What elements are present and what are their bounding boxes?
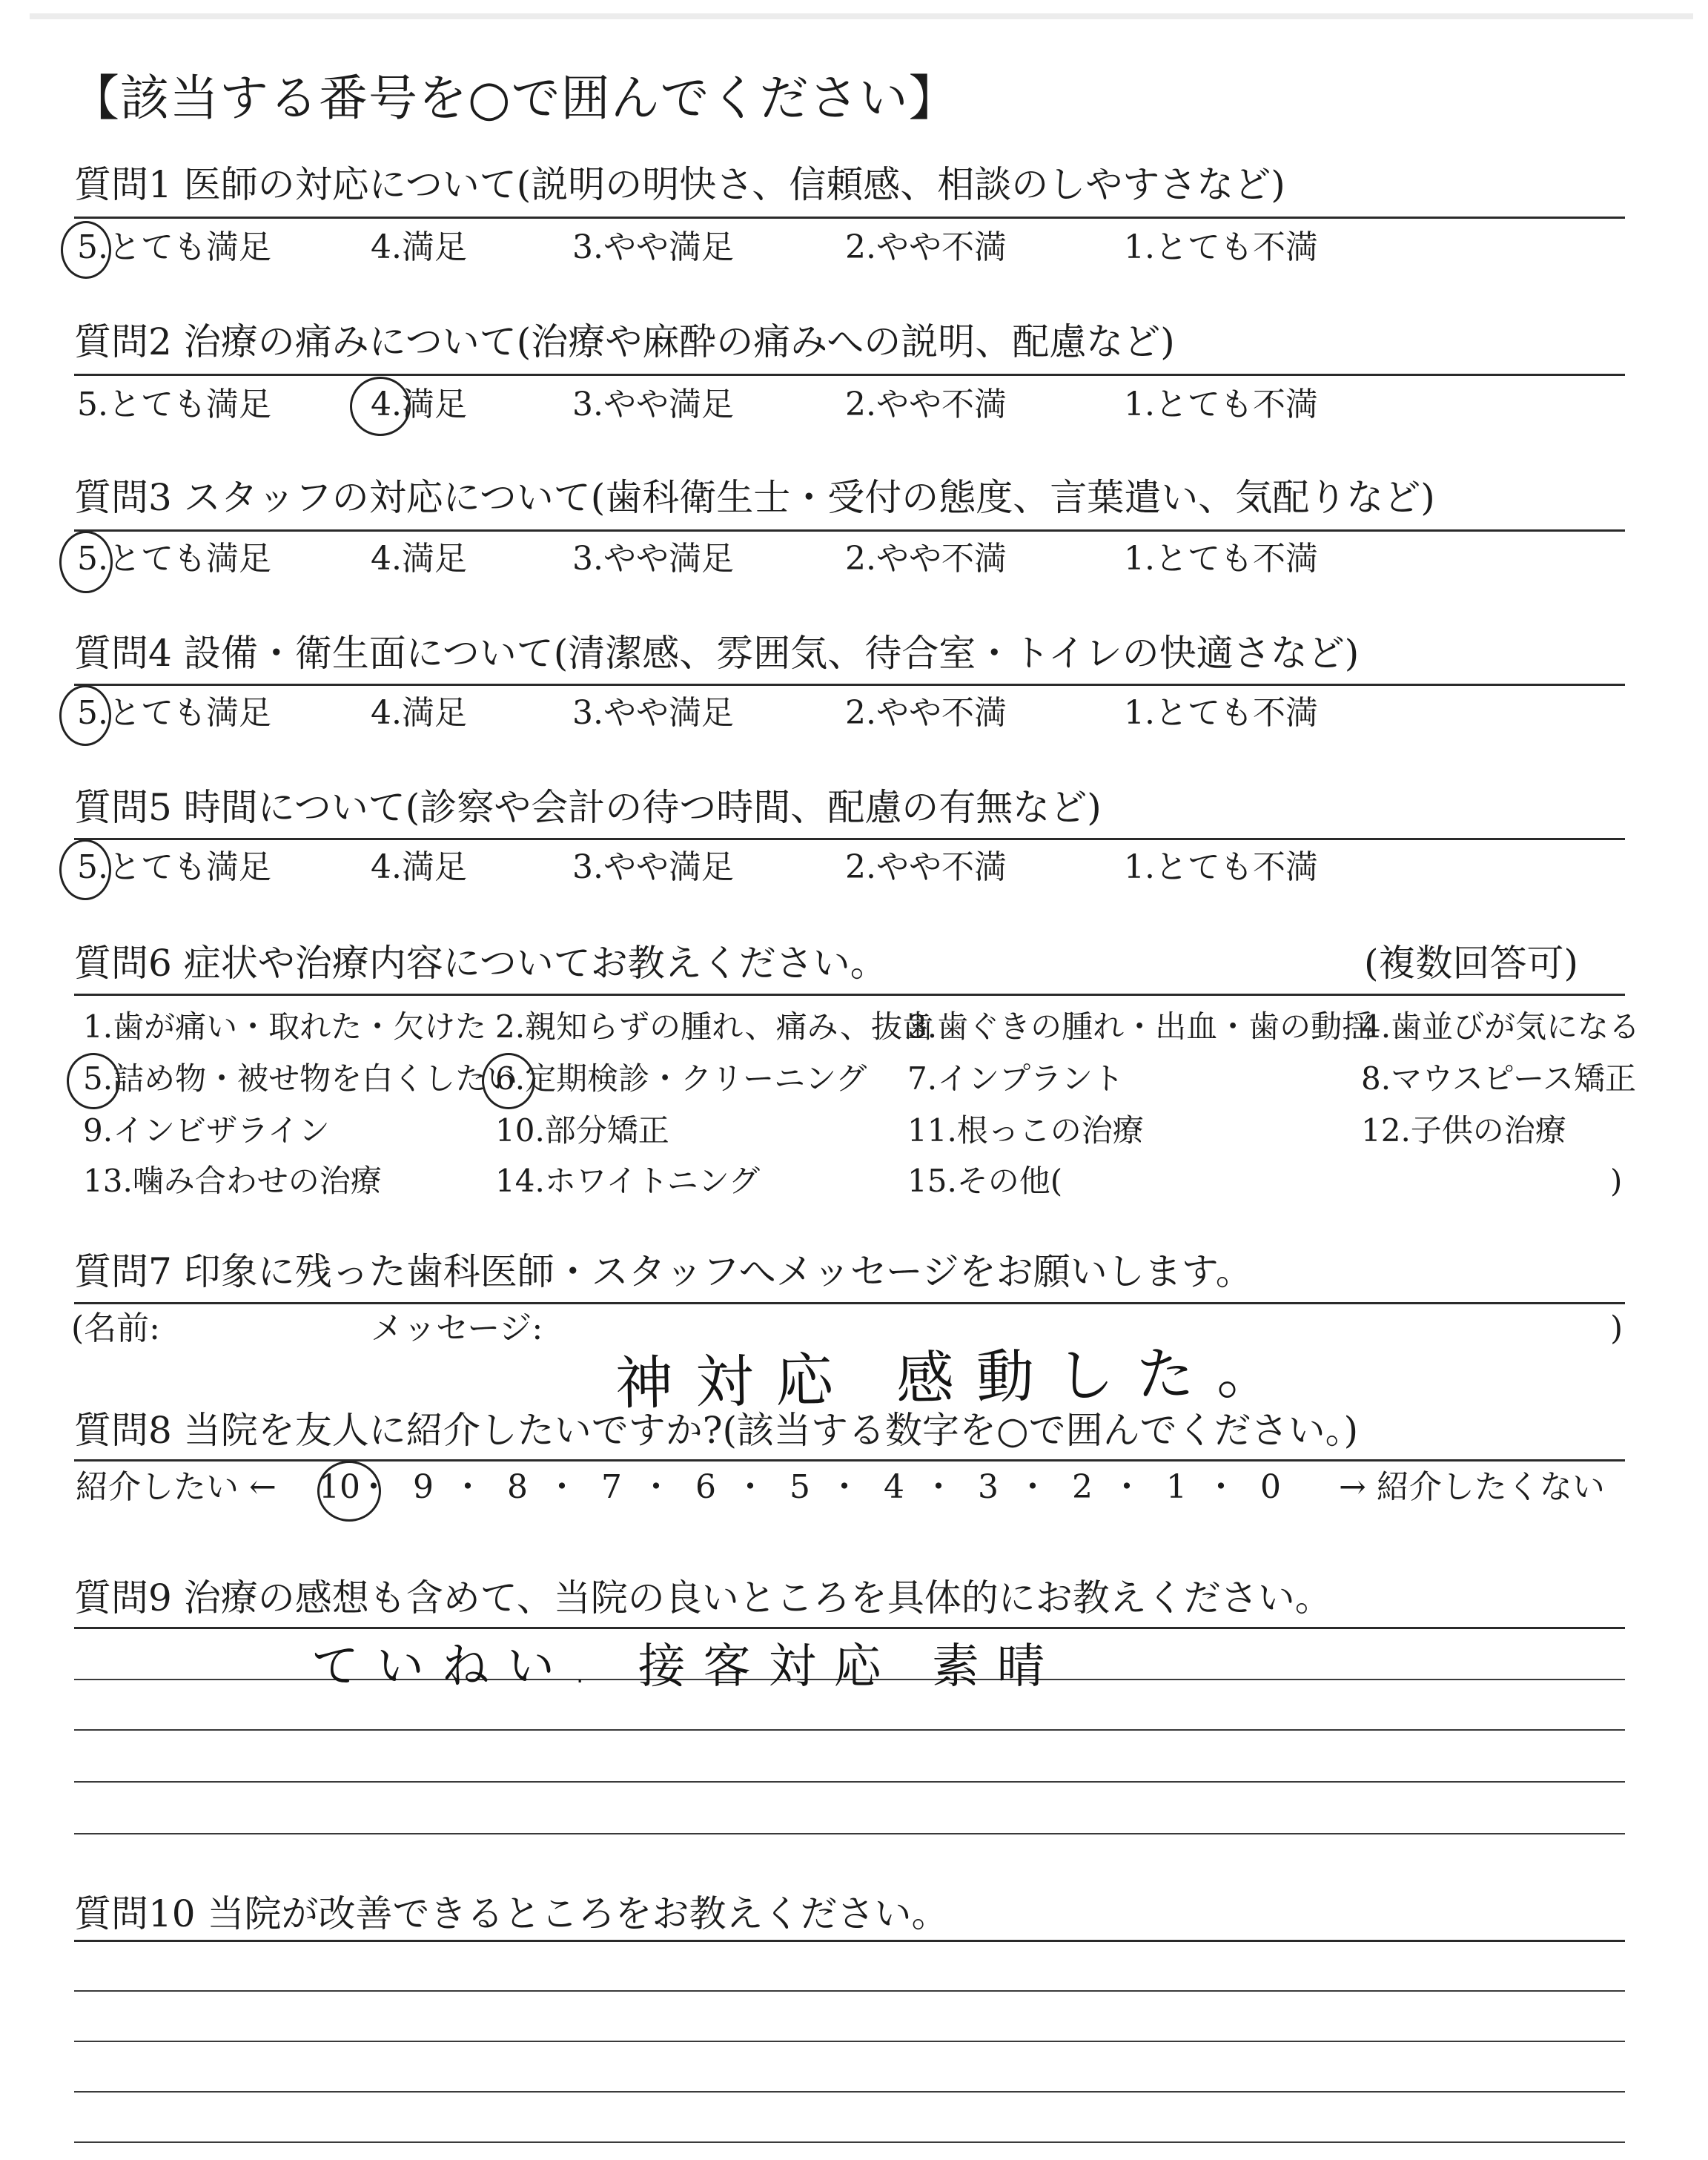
q8-scale-separator: ・ <box>357 1468 390 1506</box>
q2-option-4[interactable]: 4.満足 <box>371 386 467 423</box>
q6-selection-circle-5 <box>67 1053 120 1109</box>
q8-scale-separator: ・ <box>922 1468 955 1506</box>
q10-write-line-3 <box>74 2091 1625 2093</box>
q1-title: 質問1 医師の対応について(説明の明快さ、信頼感、相談のしやすさなど) <box>74 163 1285 206</box>
q8-scale-value-4[interactable]: 4 <box>884 1468 904 1506</box>
q3-option-3[interactable]: 3.やや満足 <box>572 540 734 578</box>
q6-rule <box>74 994 1625 996</box>
q6-item-13[interactable]: 13.噛み合わせの治療 <box>83 1163 382 1199</box>
q4-rule <box>74 684 1625 686</box>
scan-edge <box>30 13 1693 19</box>
q8-scale-value-8[interactable]: 8 <box>507 1468 528 1506</box>
q8-scale-separator: ・ <box>828 1468 861 1506</box>
q6-item-11[interactable]: 11.根っこの治療 <box>907 1112 1144 1149</box>
q5-title: 質問5 時間について(診察や会計の待つ時間、配慮の有無など) <box>74 786 1102 829</box>
q6-item-5[interactable]: 5.詰め物・被せ物を白くしたい <box>83 1060 518 1097</box>
q5-option-3[interactable]: 3.やや満足 <box>572 848 734 886</box>
q10-title: 質問10 当院が改善できるところをお教えください。 <box>74 1892 949 1935</box>
q6-item-10[interactable]: 10.部分矯正 <box>495 1112 669 1149</box>
q6-item-15[interactable]: 15.その他( <box>907 1163 1063 1199</box>
q1-rule <box>74 217 1625 219</box>
q5-selection-circle <box>59 839 111 900</box>
q8-scale-separator: ・ <box>1205 1468 1237 1506</box>
q8-right-label: → 紹介したくない <box>1339 1468 1605 1506</box>
q8-title: 質問8 当院を友人に紹介したいですか?(該当する数字を○で囲んでください。) <box>74 1409 1359 1452</box>
q6-selection-circle-6 <box>482 1053 535 1109</box>
q8-left-label: 紹介したい ← <box>76 1468 277 1506</box>
q7-rule <box>74 1302 1625 1304</box>
q8-scale-separator: ・ <box>1110 1468 1143 1506</box>
q9-handwritten-answer[interactable]: ていねい. 接客対応 素晴 <box>311 1639 1063 1694</box>
q4-option-2[interactable]: 2.やや不満 <box>845 694 1007 732</box>
q6-item-15-close: ) <box>1610 1163 1623 1199</box>
q4-option-5[interactable]: 5.とても満足 <box>77 694 271 732</box>
q6-item-12[interactable]: 12.子供の治療 <box>1361 1112 1566 1149</box>
q8-scale <box>319 1468 1349 1508</box>
q6-item-7[interactable]: 7.インプラント <box>907 1060 1125 1097</box>
q7-title: 質問7 印象に残った歯科医師・スタッフへメッセージをお願いします。 <box>74 1250 1253 1293</box>
q5-option-1[interactable]: 1.とても不満 <box>1124 848 1318 886</box>
q8-scale-value-3[interactable]: 3 <box>978 1468 999 1506</box>
q6-item-2[interactable]: 2.親知らずの腫れ、痛み、抜歯 <box>495 1008 934 1045</box>
q5-option-5[interactable]: 5.とても満足 <box>77 848 271 886</box>
q1-option-2[interactable]: 2.やや不満 <box>845 228 1007 266</box>
q4-title: 質問4 設備・衛生面について(清潔感、雰囲気、待合室・トイレの快適さなど) <box>74 632 1360 675</box>
q7-name-label: (名前: <box>71 1309 160 1347</box>
q3-selection-circle <box>59 531 113 593</box>
q5-rule <box>74 838 1625 840</box>
q6-item-4[interactable]: 4.歯並びが気になる <box>1361 1008 1641 1045</box>
q8-scale-separator: ・ <box>546 1468 578 1506</box>
q8-selection-circle <box>317 1461 381 1522</box>
q1-option-4[interactable]: 4.満足 <box>371 228 467 266</box>
q6-item-1[interactable]: 1.歯が痛い・取れた・欠けた <box>83 1008 487 1045</box>
q6-item-14[interactable]: 14.ホワイトニング <box>495 1163 761 1199</box>
q2-selection-circle <box>350 377 411 436</box>
q6-title: 質問6 症状や治療内容についてお教えください。 <box>74 942 887 985</box>
q3-option-4[interactable]: 4.満足 <box>371 540 467 578</box>
q2-option-1[interactable]: 1.とても不満 <box>1124 386 1318 423</box>
q10-write-line-2 <box>74 2041 1625 2042</box>
q8-rule <box>74 1459 1625 1462</box>
q8-scale-separator: ・ <box>1016 1468 1049 1506</box>
q7-message-label: メッセージ: <box>371 1309 543 1347</box>
q8-scale-value-6[interactable]: 6 <box>695 1468 716 1506</box>
q8-scale-value-5[interactable]: 5 <box>790 1468 810 1506</box>
q1-selection-circle <box>61 221 111 279</box>
q9-write-line-2 <box>74 1729 1625 1731</box>
q4-option-1[interactable]: 1.とても不満 <box>1124 694 1318 732</box>
q8-scale-value-2[interactable]: 2 <box>1072 1468 1093 1506</box>
q4-option-4[interactable]: 4.満足 <box>371 694 467 732</box>
q8-scale-value-0[interactable]: 0 <box>1260 1468 1281 1506</box>
q2-option-5[interactable]: 5.とても満足 <box>77 386 271 423</box>
q2-title: 質問2 治療の痛みについて(治療や麻酔の痛みへの説明、配慮など) <box>74 320 1175 363</box>
q5-option-4[interactable]: 4.満足 <box>371 848 467 886</box>
q10-rule <box>74 1940 1625 1942</box>
q9-title: 質問9 治療の感想も含めて、当院の良いところを具体的にお教えください。 <box>74 1576 1332 1619</box>
q8-scale-value-10[interactable]: 10 <box>319 1468 360 1506</box>
q7-close-paren: ) <box>1610 1309 1623 1347</box>
q8-scale-value-1[interactable]: 1 <box>1166 1468 1187 1506</box>
q9-write-line-4 <box>74 1833 1625 1834</box>
q8-scale-separator: ・ <box>640 1468 672 1506</box>
q3-option-1[interactable]: 1.とても不満 <box>1124 540 1318 578</box>
q3-rule <box>74 529 1625 532</box>
q2-rule <box>74 374 1625 376</box>
q10-write-line-1 <box>74 1990 1625 1992</box>
q4-selection-circle <box>59 685 111 746</box>
q5-option-2[interactable]: 2.やや不満 <box>845 848 1007 886</box>
q3-option-2[interactable]: 2.やや不満 <box>845 540 1007 578</box>
q6-item-6[interactable]: 6.定期検診・クリーニング <box>495 1060 867 1097</box>
q1-option-3[interactable]: 3.やや満足 <box>572 228 734 266</box>
q8-scale-separator: ・ <box>451 1468 484 1506</box>
q2-option-3[interactable]: 3.やや満足 <box>572 386 734 423</box>
q1-option-5[interactable]: 5.とても満足 <box>77 228 271 266</box>
q3-option-5[interactable]: 5.とても満足 <box>77 540 271 578</box>
q7-handwritten-message[interactable]: 神対応 感動した。 <box>615 1338 1297 1418</box>
q8-scale-value-9[interactable]: 9 <box>413 1468 434 1506</box>
q1-option-1[interactable]: 1.とても不満 <box>1124 228 1318 266</box>
q9-write-line-3 <box>74 1781 1625 1783</box>
q2-option-2[interactable]: 2.やや不満 <box>845 386 1007 423</box>
q3-title: 質問3 スタッフの対応について(歯科衛生士・受付の態度、言葉遣い、気配りなど) <box>74 476 1435 519</box>
q6-item-3[interactable]: 3.歯ぐきの腫れ・出血・歯の動揺 <box>907 1008 1374 1045</box>
q8-scale-separator: ・ <box>734 1468 767 1506</box>
q4-option-3[interactable]: 3.やや満足 <box>572 694 734 732</box>
q10-write-line-4 <box>74 2141 1625 2143</box>
q6-item-9[interactable]: 9.インビザライン <box>83 1112 330 1149</box>
q8-scale-value-7[interactable]: 7 <box>601 1468 622 1506</box>
q6-item-8[interactable]: 8.マウスピース矯正 <box>1361 1060 1637 1097</box>
page-header: 【該当する番号を○で囲んでください】 <box>70 70 959 127</box>
q6-note: (複数回答可) <box>1364 942 1579 985</box>
